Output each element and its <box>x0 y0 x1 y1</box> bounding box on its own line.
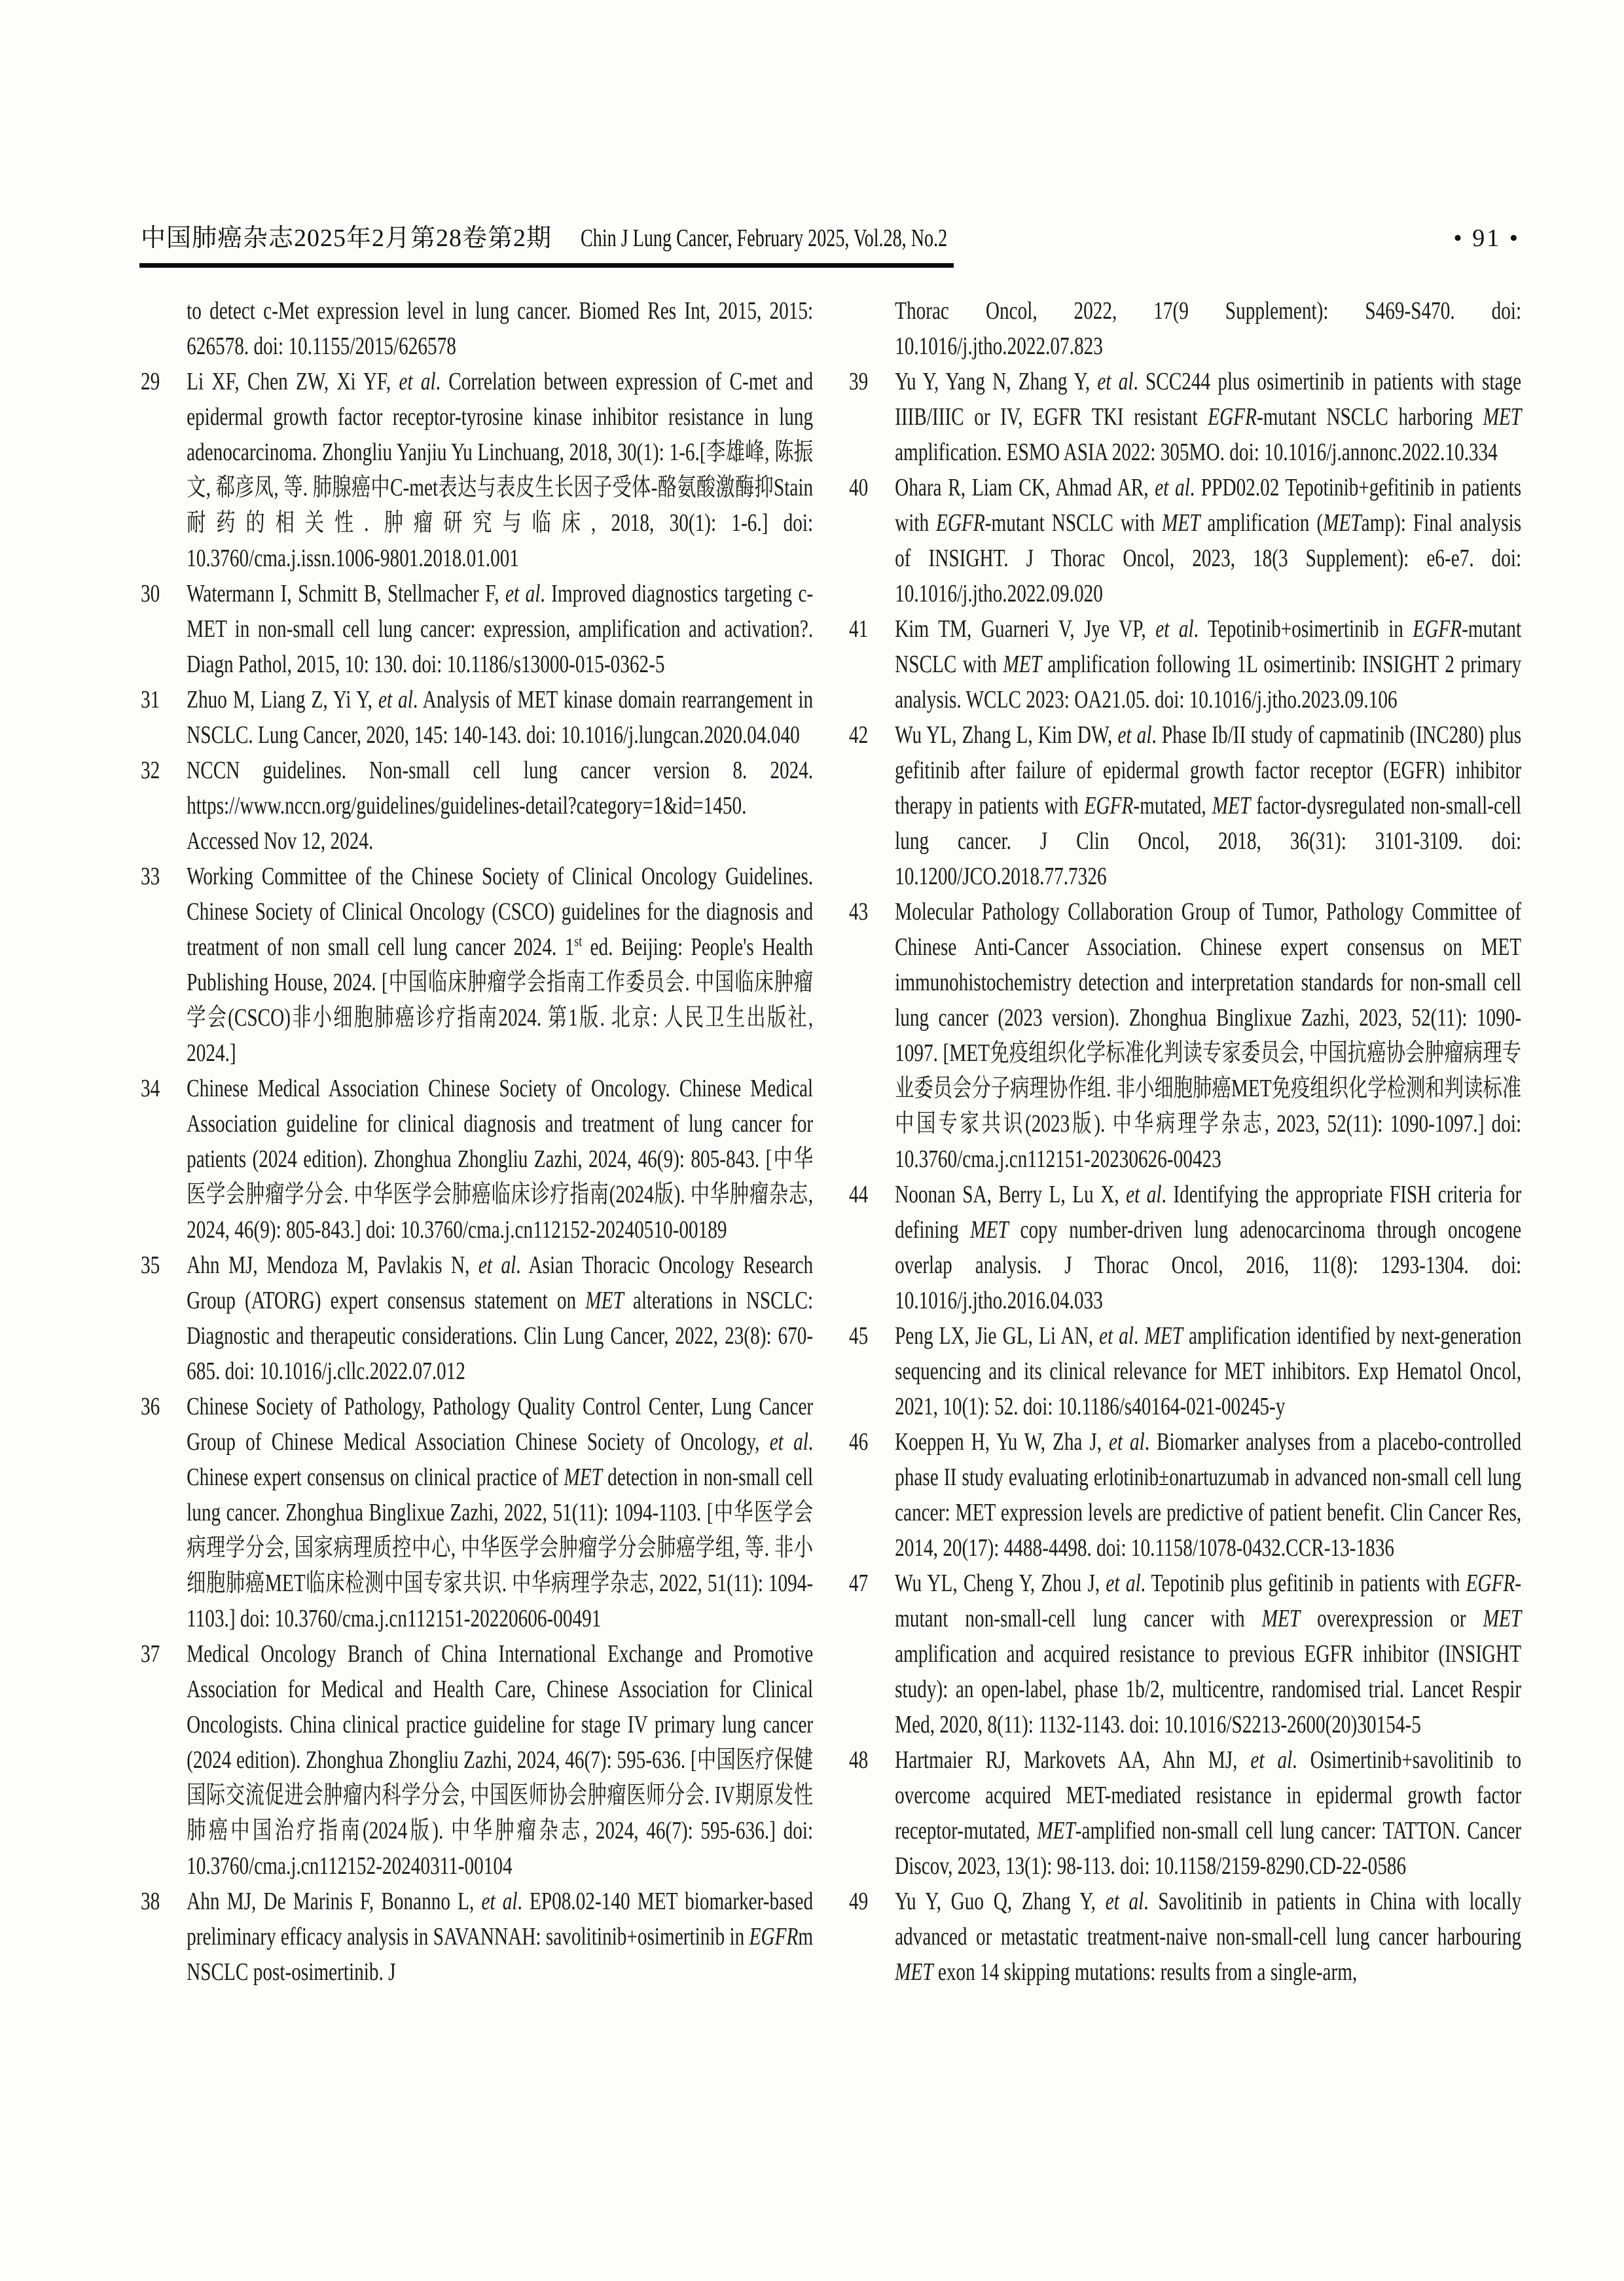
text-run: . Chinese expert consensus on clinical practice of <box>187 1428 814 1491</box>
references-column-left <box>141 293 813 1990</box>
italic-text: et al <box>1106 1570 1141 1597</box>
reference-number: 30 <box>141 580 160 607</box>
text-run: Hartmaier RJ, Markovets AA, Ahn MJ, <box>895 1746 1251 1774</box>
italic-text: et al <box>1155 474 1190 501</box>
journal-title-chinese: 中国肺癌杂志2025年2月第28卷第2期 <box>141 225 552 252</box>
reference-text <box>895 474 1521 607</box>
reference-number: 47 <box>849 1570 869 1597</box>
text-run: Noonan SA, Berry L, Lu X, <box>895 1181 1127 1208</box>
italic-text: MET <box>1483 403 1522 431</box>
reference-item <box>141 1636 813 1884</box>
text-run: alterations in NSCLC: Diagnostic and therapeutic considerations. Clin Lung Cancer, 2022, 23(8): 670-685. doi: 10.1016/j.cllc.2022.07.012 <box>187 1287 814 1385</box>
italic-text: et al <box>1155 615 1194 643</box>
text-run: amplification following 1L osimertinib: INSIGHT 2 primary analysis. WCLC 2023: OA21.05. doi: 10.1016/j.jtho.2023.09.106 <box>895 651 1522 713</box>
text-run: amplification ( <box>1200 509 1324 537</box>
italic-text: MET <box>564 1464 602 1491</box>
text-run: Molecular Pathology Collaboration Group of Tumor, Pathology Committee of Chinese Anti-Cancer Association. Chinese expert consensus on MET immunohistochemistry detection and interpretation standards for non-small cell lung cancer (2023 version). Zhonghua Binglixue Zazhi, 2023, 52(11): 1090-1097. [MET免疫组织化学标准化判读专家委员会, 中国抗癌协会肿瘤病理专业委员会分子病理协作组. 非小细胞肺癌MET免疫组织化学检测和判读标准中国专家共识(2023版). 中华病理学杂志, 2023, 52(11): 1090-1097.] doi: 10.3760/cma.j.cn112151-20230626-00423 <box>895 898 1522 1173</box>
text-run: -amplified non-small cell lung cancer: TATTON. Cancer Discov, 2023, 13(1): 98-113. doi: 10.1158/2159-8290.CD-22-0586 <box>895 1817 1522 1880</box>
italic-text: MET <box>1037 1817 1075 1844</box>
reference-text <box>187 580 813 678</box>
reference-number: 37 <box>141 1640 160 1668</box>
text-run: -mutated, <box>1133 792 1212 819</box>
reference-item <box>849 1742 1521 1884</box>
reference-number: 43 <box>849 898 869 925</box>
text-run: Li XF, Chen ZW, Xi YF, <box>187 368 399 395</box>
text-run: -mutant non-small-cell lung cancer with <box>895 1570 1522 1632</box>
reference-item <box>141 859 813 1071</box>
italic-text: et al <box>378 686 413 713</box>
reference-item <box>141 1071 813 1248</box>
reference-item <box>849 1884 1521 1990</box>
text-run: Zhuo M, Liang Z, Yi Y, <box>187 686 379 713</box>
reference-item <box>849 1566 1521 1742</box>
italic-text: et al <box>1250 1746 1293 1774</box>
page-number: • 91 • <box>1453 225 1520 252</box>
reference-text <box>895 898 1521 1173</box>
reference-item <box>849 717 1521 894</box>
superscript-text: st <box>574 933 583 950</box>
text-run: to detect c-Met expression level in lung cancer. Biomed Res Int, 2015, 2015: 626578. doi: 10.1155/2015/626578 <box>187 297 814 360</box>
text-run: Wu YL, Zhang L, Kim DW, <box>895 721 1118 749</box>
text-run: overexpression or <box>1300 1605 1483 1632</box>
text-run: m NSCLC post-osimertinib. J <box>187 1923 814 1986</box>
italic-text: et al <box>1097 368 1134 395</box>
text-run: . Osimertinib+savolitinib to overcome acquired MET-mediated resistance in epidermal growth factor receptor-mutated, <box>895 1746 1522 1844</box>
italic-text: et al <box>399 368 436 395</box>
text-run: Kim TM, Guarneri V, Jye VP, <box>895 615 1156 643</box>
reference-text <box>895 1181 1521 1314</box>
reference-item <box>141 753 813 859</box>
italic-text: EGFR <box>749 1923 799 1950</box>
reference-item <box>849 894 1521 1177</box>
reference-item <box>849 1318 1521 1424</box>
text-run: exon 14 skipping mutations: results from a single-arm, <box>933 1958 1358 1986</box>
text-run: . <box>1134 1322 1145 1350</box>
italic-text: et al <box>1117 721 1152 749</box>
reference-text <box>895 1322 1521 1420</box>
text-run: Yu Y, Guo Q, Zhang Y, <box>895 1888 1106 1915</box>
reference-item <box>141 1248 813 1389</box>
text-run: amplification identified by next-generation sequencing and its clinical relevance for MET inhibitors. Exp Hematol Oncol, 2021, 10(1): 52. doi: 10.1186/s40164-021-00245-y <box>895 1322 1522 1420</box>
reference-number: 44 <box>849 1181 869 1208</box>
reference-text <box>187 1640 813 1880</box>
reference-text <box>895 1570 1521 1738</box>
reference-text <box>895 368 1521 466</box>
italic-text: MET <box>1261 1605 1301 1632</box>
reference-number: 40 <box>849 474 869 501</box>
reference-item <box>141 1389 813 1636</box>
text-run: Ohara R, Liam CK, Ahmad AR, <box>895 474 1155 501</box>
text-run: Thorac Oncol, 2022, 17(9 Supplement): S469-S470. doi: 10.1016/j.jtho.2022.07.823 <box>895 297 1522 360</box>
reference-item <box>849 1424 1521 1566</box>
reference-item <box>849 364 1521 470</box>
italic-text: MET <box>970 1216 1009 1244</box>
text-run: detection in non-small cell lung cancer. Zhonghua Binglixue Zazhi, 2022, 51(11): 1094-1103. [中华医学会病理学分会, 国家病理质控中心, 中华医学会肿瘤学分会肺癌学组, 等. 非小细胞肺癌MET临床检测中国专家共识. 中华病理学杂志, 2022, 51(11): 1094-1103.] doi: 10.3760/cma.j.cn112151-20220606-00491 <box>187 1464 814 1632</box>
text-run: . Correlation between expression of C-met and epidermal growth factor receptor-tyrosine kinase inhibitor resistance in lung adenocarcinoma. Zhongliu Yanjiu Yu Linchuang, 2018, 30(1): 1-6.[李雄峰, 陈振文, 郗彦凤, 等. 肺腺癌中C-met表达与表皮生长因子受体-酪氨酸激酶抑Stain耐药的相关性. 肿瘤研究与临床, 2018, 30(1): 1-6.] doi: 10.3760/cma.j.issn.1006-9801.2018.01.001 <box>187 368 814 572</box>
reference-number: 42 <box>849 721 869 749</box>
text-run: amplification. ESMO ASIA 2022: 305MO. doi: 10.1016/j.annonc.2022.10.334 <box>895 439 1498 466</box>
italic-text: MET <box>1483 1605 1522 1632</box>
reference-text <box>187 757 813 855</box>
reference-item <box>849 293 1521 364</box>
reference-number: 46 <box>849 1428 869 1456</box>
italic-text: et al <box>1126 1181 1162 1208</box>
reference-number: 34 <box>141 1075 160 1102</box>
references-column-right <box>849 293 1521 1990</box>
header-rule <box>139 263 954 268</box>
reference-number: 45 <box>849 1322 869 1350</box>
reference-number: 38 <box>141 1888 160 1915</box>
italic-text: EGFR <box>1413 615 1462 643</box>
reference-item <box>849 470 1521 611</box>
text-run: Chinese Society of Pathology, Pathology Quality Control Center, Lung Cancer Group of Chinese Medical Association Chinese Society of Oncology, <box>187 1393 814 1456</box>
italic-text: EGFR <box>1466 1570 1515 1597</box>
text-run: . EP08.02-140 MET biomarker-based preliminary efficacy analysis in SAVANNAH: savolitinib+osimertinib in <box>187 1888 814 1950</box>
reference-text <box>895 1428 1521 1562</box>
text-run: Peng LX, Jie GL, Li AN, <box>895 1322 1100 1350</box>
reference-item <box>141 682 813 753</box>
italic-text: et al <box>1109 1428 1145 1456</box>
italic-text: MET <box>1161 509 1200 537</box>
text-run: factor-dysregulated non-small-cell lung cancer. J Clin Oncol, 2018, 36(31): 3101-3109. doi: 10.1200/JCO.2018.77.7326 <box>895 792 1522 890</box>
reference-number: 39 <box>849 368 869 395</box>
text-run: . Analysis of MET kinase domain rearrangement in NSCLC. Lung Cancer, 2020, 145: 140-143. doi: 10.1016/j.lungcan.2020.04.040 <box>187 686 814 749</box>
text-run: Yu Y, Yang N, Zhang Y, <box>895 368 1098 395</box>
reference-item <box>141 576 813 682</box>
reference-text <box>187 686 813 749</box>
text-run: Working Committee of the Chinese Society of Clinical Oncology Guidelines. Chinese Society of Clinical Oncology (CSCO) guidelines for the diagnosis and treatment of non small cell lung cancer 2024. 1 <box>187 863 814 961</box>
italic-text: et al <box>769 1428 808 1456</box>
italic-text: et al <box>1105 1888 1144 1915</box>
text-run: . Tepotinib plus gefitinib in patients with <box>1140 1570 1466 1597</box>
reference-item <box>141 293 813 364</box>
reference-item <box>849 1177 1521 1318</box>
italic-text: et al <box>1099 1322 1134 1350</box>
text-run: amp): Final analysis of INSIGHT. J Thorac Oncol, 2023, 18(3 Supplement): e6-e7. doi: 10.1016/j.jtho.2022.09.020 <box>895 509 1522 607</box>
journal-title-english: Chin J Lung Cancer, February 2025, Vol.28, No.2 <box>581 225 948 252</box>
italic-text: EGFR <box>1208 403 1257 431</box>
reference-number: 31 <box>141 686 160 713</box>
text-run: amplification and acquired resistance to previous EGFR inhibitor (INSIGHT study): an open-label, phase 1b/2, multicentre, randomised trial. Lancet Respir Med, 2020, 8(11): 1132-1143. doi: 10.1016/S2213-2600(20)30154-5 <box>895 1640 1522 1738</box>
text-run: Ahn MJ, De Marinis F, Bonanno L, <box>187 1888 482 1915</box>
text-run: ed. Beijing: People's Health Publishing House, 2024. [中国临床肿瘤学会指南工作委员会. 中国临床肿瘤学会(CSCO)非小细胞肺癌诊疗指南2024. 第1版. 北京: 人民卫生出版社, 2024.] <box>187 933 814 1067</box>
italic-text: EGFR <box>1084 792 1134 819</box>
text-run: . Biomarker analyses from a placebo-controlled phase II study evaluating erlotinib±onartuzumab in advanced non-small cell lung cancer: MET expression levels are predictive of patient benefit. Clin Cancer Res, 2014, 20(17): 4488-4498. doi: 10.1158/1078-0432.CCR-13-1836 <box>895 1428 1522 1562</box>
italic-text: et al <box>478 1251 516 1279</box>
reference-number: 36 <box>141 1393 160 1420</box>
reference-text <box>187 1075 813 1244</box>
reference-text <box>187 1888 813 1986</box>
text-run: Ahn MJ, Mendoza M, Pavlakis N, <box>187 1251 478 1279</box>
reference-number: 49 <box>849 1888 869 1915</box>
text-run: NCCN guidelines. Non-small cell lung cancer version 8. 2024. https://www.nccn.org/guidelines/guidelines-detail?category=1&id=1450. Accessed Nov 12, 2024. <box>187 757 814 855</box>
text-run: . Asian Thoracic Oncology Research Group (ATORG) expert consensus statement on <box>187 1251 814 1314</box>
text-run: -mutant NSCLC with <box>984 509 1162 537</box>
text-run: . SCC244 plus osimertinib in patients with stage IIIB/IIIC or IV, EGFR TKI resistant <box>895 368 1522 431</box>
italic-text: et al <box>481 1888 518 1915</box>
text-run: -mutant NSCLC harboring <box>1256 403 1483 431</box>
text-run: . Phase Ib/II study of capmatinib (INC280) plus gefitinib after failure of epidermal growth factor receptor (EGFR) inhibitor therapy in patients with <box>895 721 1522 819</box>
italic-text: MET <box>1144 1322 1183 1350</box>
reference-number: 29 <box>141 368 160 395</box>
text-run: . Tepotinib+osimertinib in <box>1193 615 1413 643</box>
reference-item <box>849 611 1521 717</box>
text-run: . PPD02.02 Tepotinib+gefitinib in patients with <box>895 474 1522 537</box>
reference-item <box>141 364 813 576</box>
text-run: Koeppen H, Yu W, Zha J, <box>895 1428 1110 1456</box>
italic-text: EGFR <box>936 509 985 537</box>
italic-text: MET <box>1003 651 1042 678</box>
reference-text <box>187 368 813 572</box>
text-run: Watermann I, Schmitt B, Stellmacher F, <box>187 580 505 607</box>
text-run: copy number-driven lung adenocarcinoma through oncogene overlap analysis. J Thorac Oncol, 2016, 11(8): 1293-1304. doi: 10.1016/j.jtho.2016.04.033 <box>895 1216 1522 1314</box>
text-run: . Identifying the appropriate FISH criteria for defining <box>895 1181 1522 1244</box>
reference-text <box>895 1746 1521 1880</box>
reference-number: 32 <box>141 757 160 784</box>
reference-number: 35 <box>141 1251 160 1279</box>
text-run: Wu YL, Cheng Y, Zhou J, <box>895 1570 1106 1597</box>
reference-number: 41 <box>849 615 869 643</box>
text-run: . Improved diagnostics targeting c-MET in non-small cell lung cancer: expression, amplification and activation?. Diagn Pathol, 2015, 10: 130. doi: 10.1186/s13000-015-0362-5 <box>187 580 814 678</box>
reference-text <box>895 721 1521 890</box>
reference-text <box>895 1888 1521 1986</box>
reference-item <box>141 1884 813 1990</box>
reference-text <box>895 615 1521 713</box>
reference-text <box>895 297 1521 360</box>
italic-text: MET <box>1212 792 1251 819</box>
text-run: . Savolitinib in patients in China with locally advanced or metastatic treatment-naive non-small-cell lung cancer harbouring <box>895 1888 1522 1950</box>
italic-text: MET <box>585 1287 624 1314</box>
reference-text <box>187 1251 813 1385</box>
italic-text: MET <box>1323 509 1362 537</box>
page-header <box>141 224 1254 258</box>
reference-number: 33 <box>141 863 160 890</box>
reference-text <box>187 1393 813 1632</box>
reference-text <box>187 863 813 1067</box>
reference-text <box>187 297 813 360</box>
italic-text: MET <box>895 1958 933 1986</box>
reference-number: 48 <box>849 1746 869 1774</box>
text-run: Chinese Medical Association Chinese Society of Oncology. Chinese Medical Association guideline for clinical diagnosis and treatment of lung cancer for patients (2024 edition). Zhonghua Zhongliu Zazhi, 2024, 46(9): 805-843. [中华医学会肿瘤学分会. 中华医学会肺癌临床诊疗指南(2024版). 中华肿瘤杂志, 2024, 46(9): 805-843.] doi: 10.3760/cma.j.cn112152-20240510-00189 <box>187 1075 814 1244</box>
text-run: -mutant NSCLC with <box>895 615 1522 678</box>
italic-text: et al <box>505 580 541 607</box>
text-run: Medical Oncology Branch of China International Exchange and Promotive Association for Medical and Health Care, Chinese Association for Clinical Oncologists. China clinical practice guideline for stage IV primary lung cancer (2024 edition). Zhonghua Zhongliu Zazhi, 2024, 46(7): 595-636. [中国医疗保健国际交流促进会肿瘤内科学分会, 中国医师协会肿瘤医师分会. IV期原发性肺癌中国治疗指南(2024版). 中华肿瘤杂志, 2024, 46(7): 595-636.] doi: 10.3760/cma.j.cn112152-20240311-00104 <box>187 1640 814 1880</box>
